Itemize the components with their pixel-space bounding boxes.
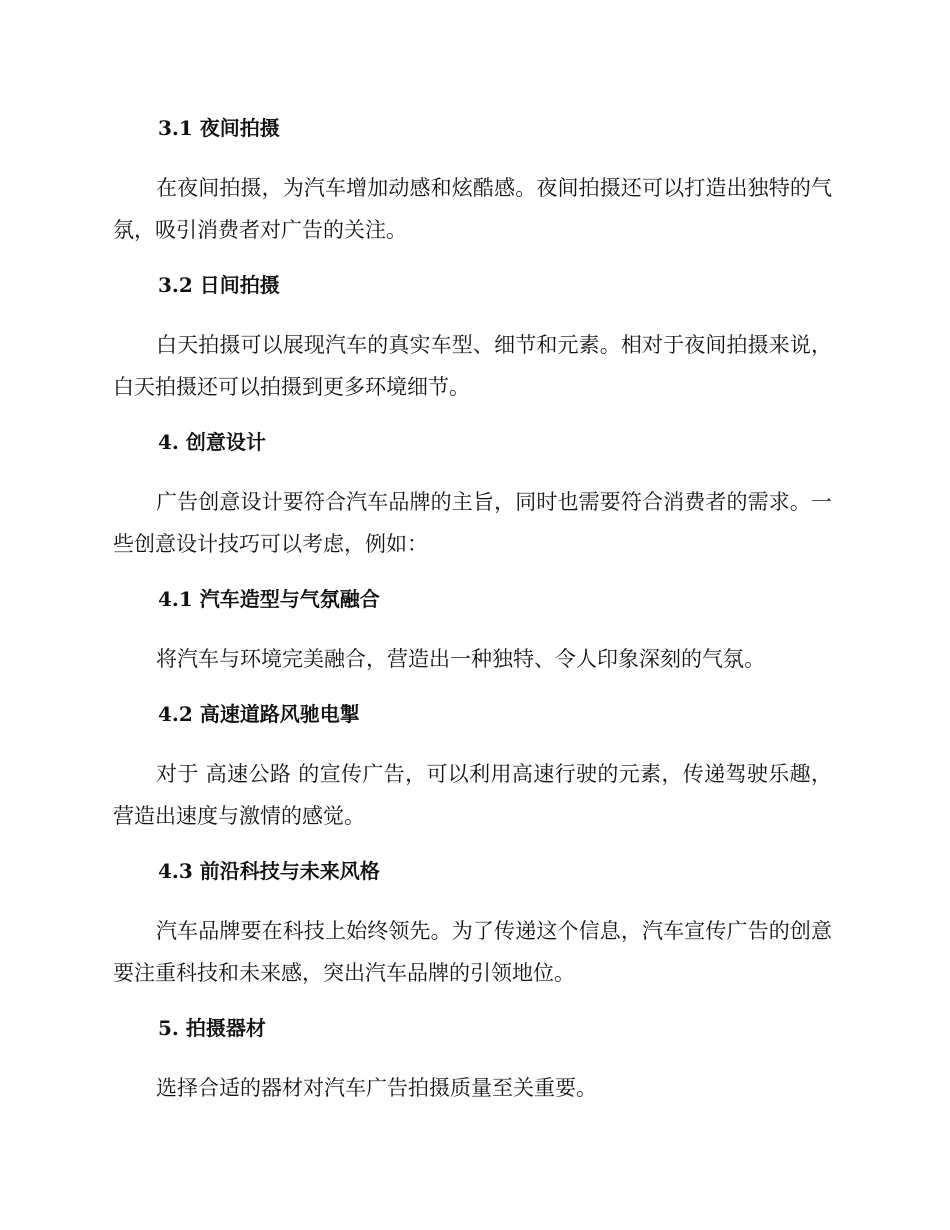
paragraph-tech-future: 汽车品牌要在科技上始终领先。为了传递这个信息，汽车宣传广告的创意要注重科技和未来感，突出汽车品牌的引领地位。 bbox=[113, 919, 832, 985]
paragraph-day-shooting: 白天拍摄可以展现汽车的真实车型、细节和元素。相对于夜间拍摄来说，白天拍摄还可以拍摄到更多环境细节。 bbox=[113, 333, 832, 399]
section-heading-3-1: 3.1 夜间拍摄 bbox=[158, 116, 280, 140]
paragraph-shape-atmosphere: 将汽车与环境完美融合，营造出一种独特、令人印象深刻的气氛。 bbox=[156, 647, 765, 671]
section-heading-3-2: 3.2 日间拍摄 bbox=[158, 273, 280, 297]
paragraph-equipment: 选择合适的器材对汽车广告拍摄质量至关重要。 bbox=[156, 1076, 597, 1100]
section-heading-4-2: 4.2 高速道路风驰电掣 bbox=[158, 702, 360, 726]
paragraph-creative-design: 广告创意设计要符合汽车品牌的主旨，同时也需要符合消费者的需求。一些创意设计技巧可以考虑，例如： bbox=[113, 490, 832, 556]
section-heading-4-1: 4.1 汽车造型与气氛融合 bbox=[158, 587, 380, 611]
paragraph-night-shooting: 在夜间拍摄，为汽车增加动感和炫酷感。夜间拍摄还可以打造出独特的气氛，吸引消费者对广告的关注。 bbox=[113, 176, 832, 242]
section-heading-5: 5. 拍摄器材 bbox=[158, 1016, 266, 1040]
paragraph-highway: 对于 高速公路 的宣传广告，可以利用高速行驶的元素，传递驾驶乐趣，营造出速度与激情的感觉。 bbox=[113, 762, 832, 828]
section-heading-4-3: 4.3 前沿科技与未来风格 bbox=[158, 859, 380, 883]
section-heading-4: 4. 创意设计 bbox=[158, 430, 266, 454]
